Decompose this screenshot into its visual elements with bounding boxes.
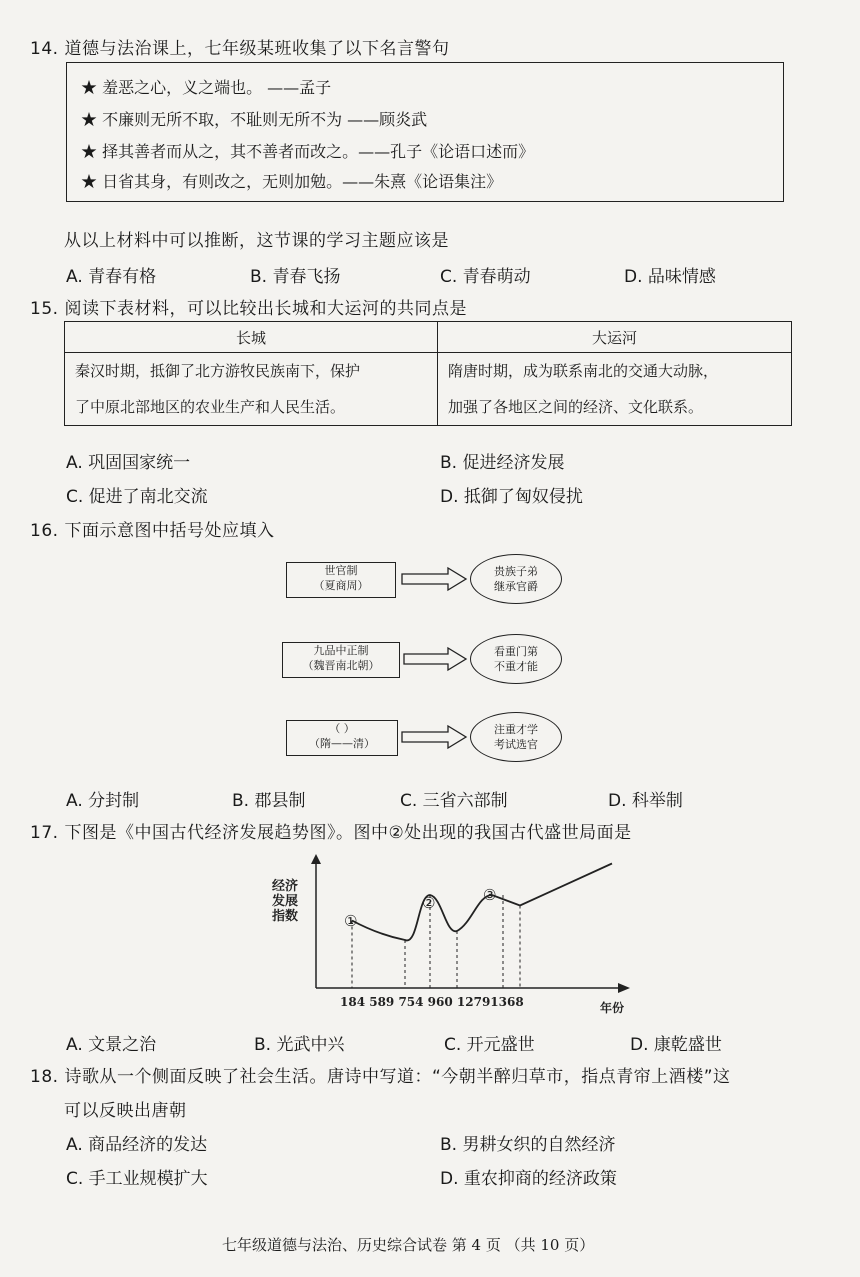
q18-stem-line2: 可以反映出唐朝 [64,1101,187,1121]
quote-line: ★ 羞恶之心，义之端也。 ——孟子 [81,78,332,97]
q17-option-a[interactable]: A. 文景之治 [66,1035,157,1055]
diagram-oval-line: 考试选官 [494,738,538,751]
diagram-oval-line: 继承官爵 [494,580,538,593]
q14-ask: 从以上材料中可以推断，这节课的学习主题应该是 [64,231,449,251]
arrow-icon [402,568,466,590]
q16-option-c[interactable]: C. 三省六部制 [400,791,508,811]
chart-x-tick-labels: 184 589 754 960 12791368 [340,995,524,1009]
diagram-box-line: 世官制 [324,564,358,577]
diagram-box-line: （魏晋南北朝） [302,659,380,672]
chart-marker-label: ③ [483,886,497,904]
table-cell-line: 秦汉时期，抵御了北方游牧民族南下，保护 [75,362,361,380]
q16-stem: 16. 下面示意图中括号处应填入 [30,521,275,541]
q14-option-d[interactable]: D. 品味情感 [624,267,716,287]
q15-option-d[interactable]: D. 抵御了匈奴侵扰 [440,487,583,507]
page-footer: 七年级道德与法治、历史综合试卷 第 4 页 （共 10 页） [222,1236,595,1254]
chart-x-label: 年份 [600,1001,625,1015]
q15-option-b[interactable]: B. 促进经济发展 [440,453,565,473]
chart-marker-label: ① [344,912,358,930]
q18-option-c[interactable]: C. 手工业规模扩大 [66,1169,208,1189]
q17-option-c[interactable]: C. 开元盛世 [444,1035,535,1055]
diagram-oval-line: 看重门第 [494,645,538,658]
diagram-box-line: （夏商周） [313,579,369,592]
q18-stem-line1: 18. 诗歌从一个侧面反映了社会生活。唐诗中写道：“今朝半醉归草市，指点青帘上酒楼”这 [30,1067,731,1087]
table-cell-line: 隋唐时期，成为联系南北的交通大动脉， [448,362,719,380]
q17-option-d[interactable]: D. 康乾盛世 [630,1035,722,1055]
quote-line: ★ 日省其身，有则改之，无则加勉。——朱熹《论语集注》 [81,172,503,191]
chart-series-line [352,864,612,941]
q14-option-a[interactable]: A. 青春有格 [66,267,157,287]
chart-x-arrow [618,983,630,993]
quote-line: ★ 择其善者而从之，其不善者而改之。——孔子《论语口述而》 [81,142,535,161]
q16-option-a[interactable]: A. 分封制 [66,791,140,811]
economy-trend-chart [260,850,640,1020]
q16-option-d[interactable]: D. 科举制 [608,791,683,811]
table-cell-line: 加强了各地区之间的经济、文化联系。 [448,398,704,416]
q14-option-b[interactable]: B. 青春飞扬 [250,267,341,287]
q14-stem: 14. 道德与法治课上，七年级某班收集了以下名言警句 [30,39,450,59]
chart-y-label: 经济发展指数 [272,879,299,924]
q18-option-a[interactable]: A. 商品经济的发达 [66,1135,208,1155]
diagram-oval-line: 贵族子弟 [494,565,538,578]
diagram-box-line: （隋——清） [309,737,375,750]
table-cell-line: 了中原北部地区的农业生产和人民生活。 [75,398,346,416]
diagram-box-line: 九品中正制 [313,644,369,657]
q18-option-d[interactable]: D. 重农抑商的经济政策 [440,1169,617,1189]
q16-option-b[interactable]: B. 郡县制 [232,791,306,811]
q17-option-b[interactable]: B. 光武中兴 [254,1035,345,1055]
table-header-grand-canal: 大运河 [438,322,792,353]
q14-option-c[interactable]: C. 青春萌动 [440,267,531,287]
quote-line: ★ 不廉则无所不取，不耻则无所不为 ——顾炎武 [81,110,428,129]
diagram-oval-line: 注重才学 [494,723,538,736]
arrow-icon [404,648,466,670]
diagram-oval-line: 不重才能 [494,660,538,673]
q15-stem: 15. 阅读下表材料，可以比较出长城和大运河的共同点是 [30,299,467,319]
diagram-box-line: （ ） [329,722,355,735]
table-header-great-wall: 长城 [65,322,438,353]
arrow-icon [402,726,466,748]
q15-option-a[interactable]: A. 巩固国家统一 [66,453,191,473]
chart-marker-label: ② [422,894,436,912]
q18-option-b[interactable]: B. 男耕女织的自然经济 [440,1135,616,1155]
q15-option-c[interactable]: C. 促进了南北交流 [66,487,208,507]
chart-y-arrow [311,854,321,864]
q17-stem: 17. 下图是《中国古代经济发展趋势图》。图中②处出现的我国古代盛世局面是 [30,823,632,843]
